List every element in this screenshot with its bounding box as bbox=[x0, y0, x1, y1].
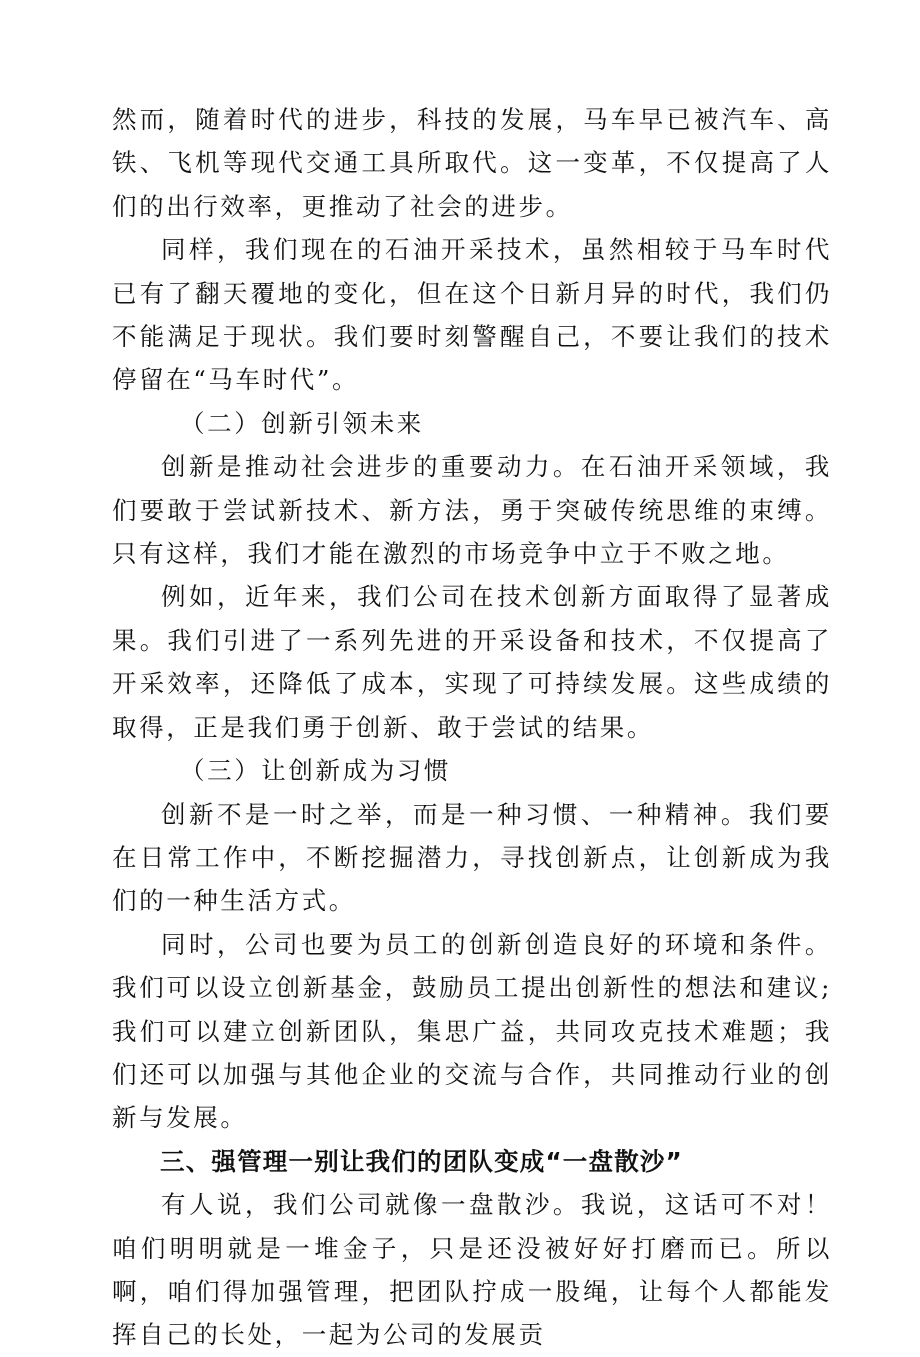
paragraph-innovation-environment: 同时，公司也要为员工的创新创造良好的环境和条件。我们可以设立创新基金，鼓励员工提出创新性的想法和建议;我们可以建立创新团队，集思广益，共同攻克技术难题；我们还可以加强与其他企业的交流与合作，共同推动行业的创新与发展。 bbox=[112, 929, 832, 1133]
paragraph-company-achievements: 例如，近年来，我们公司在技术创新方面取得了显著成果。我们引进了一系列先进的开采设备和技术，不仅提高了开采效率，还降低了成本，实现了可持续发展。这些成绩的取得，正是我们勇于创新、敢于尝试的结果。 bbox=[112, 582, 832, 742]
subheading-innovation-as-habit: （三）让创新成为习惯 bbox=[180, 756, 451, 786]
paragraph-horse-carriage-replaced: 然而，随着时代的进步，科技的发展，马车早已被汽车、高铁、飞机等现代交通工具所取代。这一变革，不仅提高了人们的出行效率，更推动了社会的进步。 bbox=[112, 105, 832, 221]
paragraph-innovation-habit: 创新不是一时之举，而是一种习惯、一种精神。我们要在日常工作中，不断挖掘潜力，寻找创新点，让创新成为我们的一种生活方式。 bbox=[112, 799, 832, 916]
paragraph-oil-extraction-technology: 同样，我们现在的石油开采技术，虽然相较于马车时代已有了翻天覆地的变化，但在这个日新月异的时代，我们仍不能满足于现状。我们要时刻警醒自己，不要让我们的技术停留在“马车时代”。 bbox=[112, 235, 832, 395]
paragraph-innovation-driving-force: 创新是推动社会进步的重要动力。在石油开采领域，我们要敢于尝试新技术、新方法，勇于突破传统思维的束缚。只有这样，我们才能在激烈的市场竞争中立于不败之地。 bbox=[112, 452, 832, 569]
document-body bbox=[112, 98, 832, 1357]
paragraph-team-management: 有人说，我们公司就像一盘散沙。我说，这话可不对！咱们明明就是一堆金子，只是还没被好好打磨而已。所以啊，咱们得加强管理，把团队拧成一股绳，让每个人都能发挥自己的长处，一起为公司的发展贡 bbox=[112, 1190, 832, 1350]
subheading-innovation-leads-future: （二）创新引领未来 bbox=[180, 408, 424, 438]
section-heading-strengthen-management: 三、强管理一别让我们的团队变成“一盘散沙” bbox=[160, 1146, 683, 1176]
